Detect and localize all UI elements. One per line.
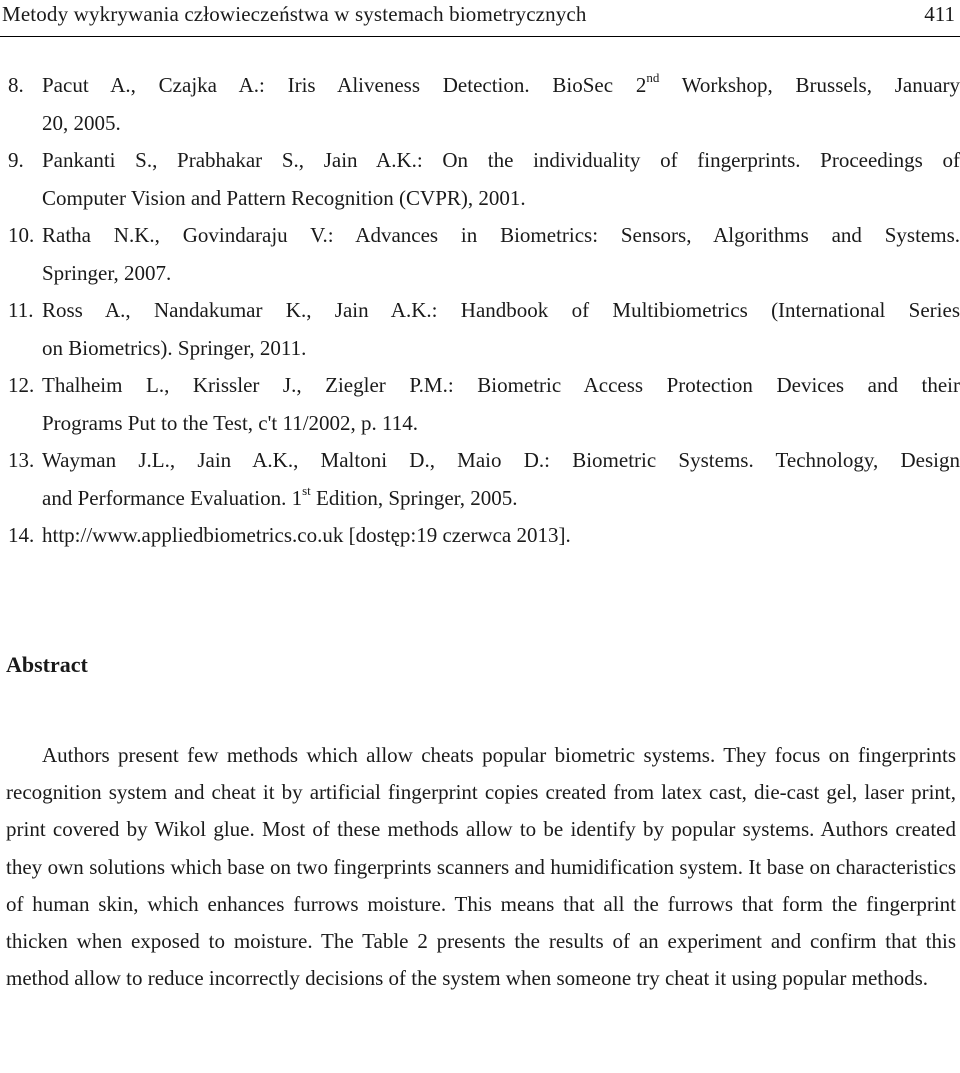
reference-line: Springer, 2007. xyxy=(42,260,172,285)
reference-item-14 xyxy=(0,517,960,555)
reference-text: Edition, Springer, 2005. xyxy=(310,485,518,510)
running-header xyxy=(0,0,960,37)
page-number: 411 xyxy=(924,2,955,26)
reference-item-9 xyxy=(0,142,960,217)
reference-list xyxy=(0,67,960,555)
reference-item-12 xyxy=(0,367,960,442)
reference-item-10 xyxy=(0,217,960,292)
reference-number: 14. xyxy=(8,523,35,547)
reference-item-13 xyxy=(0,442,960,517)
reference-line: Thalheim L., Krissler J., Ziegler P.M.: Biometric Access Protection Devices and their xyxy=(42,373,960,397)
abstract-heading: Abstract xyxy=(6,652,88,677)
reference-line: on Biometrics). Springer, 2011. xyxy=(42,335,307,360)
reference-line: http://www.appliedbiometrics.co.uk [dostęp:19 czerwca 2013]. xyxy=(42,523,571,547)
reference-number: 12. xyxy=(8,373,35,397)
reference-line: Ratha N.K., Govindaraju V.: Advances in Biometrics: Sensors, Algorithms and Systems. xyxy=(42,223,960,247)
reference-line: Wayman J.L., Jain A.K., Maltoni D., Maio D.: Biometric Systems. Technology, Design xyxy=(42,448,960,472)
reference-text: Workshop, Brussels, January xyxy=(659,73,960,97)
running-title: Metody wykrywania człowieczeństwa w systemach biometrycznych xyxy=(2,2,587,26)
reference-number: 13. xyxy=(8,448,35,472)
reference-line: Ross A., Nandakumar K., Jain A.K.: Handbook of Multibiometrics (International Series xyxy=(42,298,960,322)
superscript: st xyxy=(302,482,311,498)
reference-line: Programs Put to the Test, c't 11/2002, p. 114. xyxy=(42,410,419,435)
reference-text: Pacut A., Czajka A.: Iris Aliveness Detection. BioSec 2 xyxy=(42,73,647,97)
reference-number: 8. xyxy=(8,73,24,97)
reference-item-11 xyxy=(0,292,960,367)
reference-number: 10. xyxy=(8,223,35,247)
reference-text: and Performance Evaluation. 1 xyxy=(42,485,303,510)
reference-line xyxy=(0,480,960,518)
reference-line: 20, 2005. xyxy=(42,110,121,135)
reference-line: Computer Vision and Pattern Recognition (CVPR), 2001. xyxy=(42,185,526,210)
reference-line: Pankanti S., Prabhakar S., Jain A.K.: On the individuality of fingerprints. Proceedings of xyxy=(42,148,960,172)
abstract-body: Authors present few methods which allow cheats popular biometric systems. They focus on fingerprints recognition system and cheat it by artificial fingerprint copies created from latex cast, die-cast gel, laser print, print covered by Wikol glue. Most of these methods allow to be identify by popular systems. Authors created they own solutions which base on two fingerprints scanners and humidification system. It base on characteristics of human skin, which enhances furrows moisture. This means that all the furrows that form the fingerprint thicken when exposed to moisture. The Table 2 presents the results of an experiment and confirm that this method allow to reduce incorrectly decisions of the system when someone try cheat it using popular methods. xyxy=(6,743,956,991)
reference-line xyxy=(0,67,960,105)
reference-number: 9. xyxy=(8,148,24,172)
reference-item-8 xyxy=(0,67,960,142)
superscript: nd xyxy=(646,70,660,85)
reference-number: 11. xyxy=(8,298,34,322)
